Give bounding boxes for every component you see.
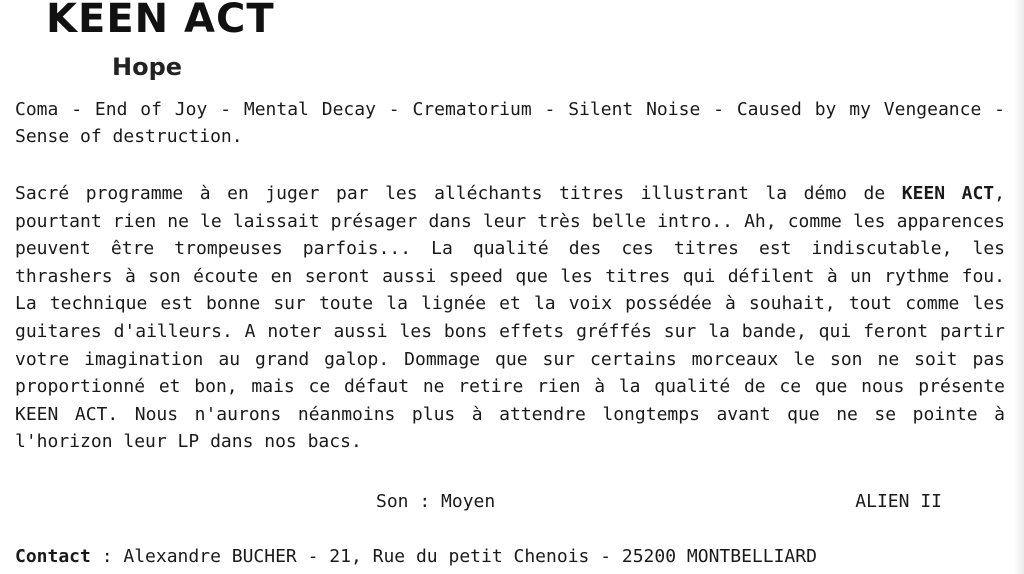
- review-intro: Sacré programme à en juger par les alléchants titres illustrant la démo de: [15, 183, 902, 204]
- review-paragraph: [15, 180, 1005, 456]
- tracklist: Coma - End of Joy - Mental Decay - Crematorium - Silent Noise - Caused by my Vengeance - Sense of destruction.: [15, 99, 1005, 147]
- review-body: , pourtant rien ne le laissait présager dans leur très belle intro.. Ah, comme les apparences peuvent être trompeuses parfois... La qualité des ces titres est indiscutable, les thrashers à son écoute en seront aussi speed que les titres qui défilent à un rythme fou. La technique est bonne sur toute la lignée et la voix possédée à souhait, tout comme les guitares d'ailleurs. A noter aussi les bons effets gréffés sur la bande, qui feront partir votre imagination au grand galop. Dommage que sur certains morceaux le son ne soit pas proportionné et bon, mais ce défaut ne retire rien à la qualité de ce que nous présente KEEN ACT. Nous n'aurons néanmoins plus à attendre longtemps avant que ne se pointe à l'horizon leur LP dans nos bacs.: [15, 183, 1005, 453]
- contact-label: Contact: [15, 546, 91, 567]
- sound-rating: Son : Moyen: [376, 491, 496, 512]
- review-band-name: KEEN ACT: [901, 183, 995, 204]
- contact-separator: :: [90, 546, 124, 567]
- contact-details: Alexandre BUCHER - 21, Rue du petit Chenois - 25200 MONTBELLIARD: [123, 546, 817, 567]
- band-title: KEEN ACT: [46, 0, 275, 42]
- contact-line: [15, 543, 817, 570]
- review-author: ALIEN II: [855, 491, 942, 512]
- page-edge-shadow: [1014, 0, 1024, 574]
- demo-title: Hope: [112, 53, 183, 81]
